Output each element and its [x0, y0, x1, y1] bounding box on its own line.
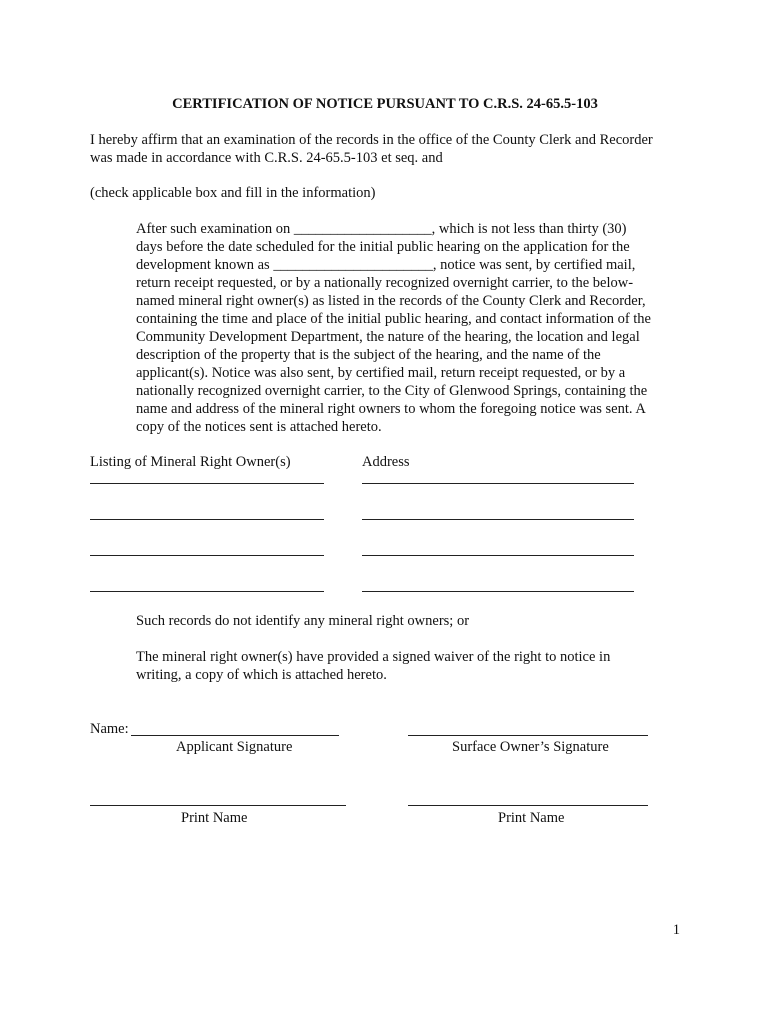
surface-owner-signature-label: Surface Owner’s Signature: [452, 739, 609, 755]
applicant-signature-line[interactable]: [131, 735, 339, 736]
paragraph-line: copy of the notices sent is attached hereto.: [136, 419, 382, 435]
address-blank-line[interactable]: [362, 591, 634, 592]
owner-blank-line[interactable]: [90, 519, 324, 520]
document-title: CERTIFICATION OF NOTICE PURSUANT TO C.R.S. 24-65.5-103: [172, 96, 598, 112]
paragraph-line: containing the time and place of the initial public hearing, and contact information of the: [136, 311, 651, 327]
address-header: Address: [362, 454, 410, 470]
surface-owner-signature-line[interactable]: [408, 735, 648, 736]
paragraph-line: named mineral right owner(s) as listed in the records of the County Clerk and Recorder,: [136, 293, 646, 309]
paragraph-line: Community Development Department, the nature of the hearing, the location and legal: [136, 329, 640, 345]
paragraph-line: return receipt requested, or by a nationally recognized overnight carrier, to the below-: [136, 275, 634, 291]
option-waiver-line-1: The mineral right owner(s) have provided a signed waiver of the right to notice in: [136, 649, 611, 665]
paragraph-line: days before the date scheduled for the initial public hearing on the application for the: [136, 239, 630, 255]
intro-line-1: I hereby affirm that an examination of the records in the office of the County Clerk and Recorder: [90, 132, 653, 148]
owner-blank-line[interactable]: [90, 591, 324, 592]
owner-blank-line[interactable]: [90, 483, 324, 484]
applicant-print-name-line[interactable]: [90, 805, 346, 806]
option-waiver-line-2: writing, a copy of which is attached hereto.: [136, 667, 387, 683]
surface-owner-print-name-label: Print Name: [498, 810, 565, 826]
applicant-signature-label: Applicant Signature: [176, 739, 293, 755]
surface-owner-print-name-line[interactable]: [408, 805, 648, 806]
address-blank-line[interactable]: [362, 483, 634, 484]
paragraph-line: development known as ______________________, notice was sent, by certified mail,: [136, 257, 636, 273]
paragraph-line: description of the property that is the subject of the hearing, and the name of the: [136, 347, 601, 363]
intro-line-2: was made in accordance with C.R.S. 24-65.5-103 et seq. and: [90, 150, 443, 166]
applicant-print-name-label: Print Name: [181, 810, 248, 826]
paragraph-line: nationally recognized overnight carrier, to the City of Glenwood Springs, containing the: [136, 383, 648, 399]
page-number: 1: [672, 922, 680, 938]
owner-list-header: Listing of Mineral Right Owner(s): [90, 454, 291, 470]
paragraph-line: After such examination on ___________________, which is not less than thirty (30): [136, 221, 627, 237]
owner-blank-line[interactable]: [90, 555, 324, 556]
instruction-text: (check applicable box and fill in the information): [90, 185, 376, 201]
paragraph-line: applicant(s). Notice was also sent, by certified mail, return receipt requested, or by a: [136, 365, 626, 381]
address-blank-line[interactable]: [362, 555, 634, 556]
name-label: Name:: [90, 721, 129, 737]
paragraph-line: name and address of the mineral right owners to whom the foregoing notice was sent. A: [136, 401, 646, 417]
address-blank-line[interactable]: [362, 519, 634, 520]
option-no-owners-text: Such records do not identify any mineral right owners; or: [136, 613, 470, 629]
